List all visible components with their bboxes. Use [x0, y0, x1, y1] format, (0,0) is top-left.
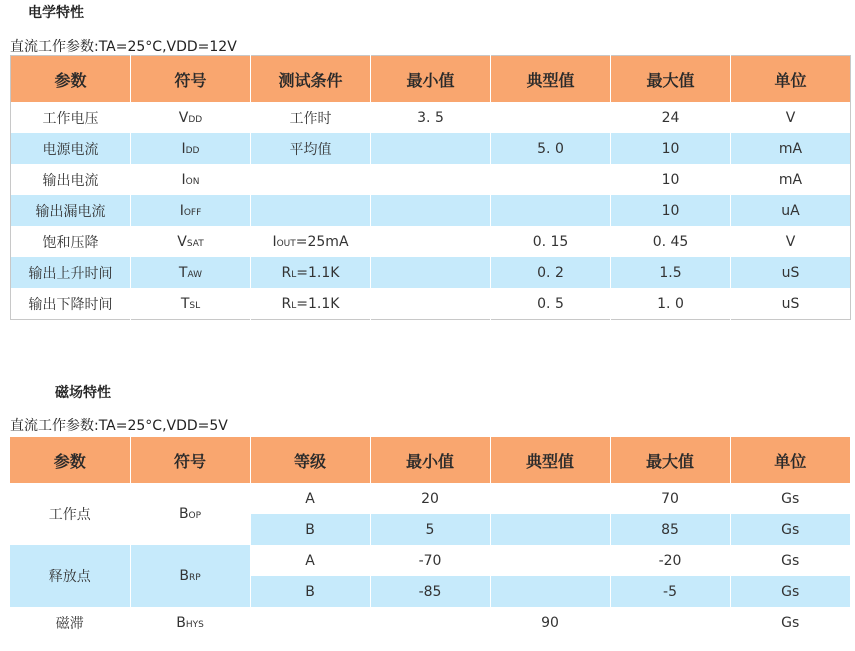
symbol-sub: HYS: [185, 619, 204, 630]
cell-typ: [490, 483, 610, 514]
cell-condition: [251, 102, 371, 133]
cell-param: 输出电流: [11, 164, 131, 195]
cell-max: 70: [610, 483, 730, 514]
cell-max: 1.5: [611, 257, 731, 288]
cell-unit: mA: [731, 164, 851, 195]
table-row: [10, 545, 850, 576]
cell-param: 释放点: [10, 545, 130, 607]
cell-symbol: [130, 483, 250, 545]
condition-sub: L: [291, 269, 297, 280]
table-row: [11, 195, 851, 226]
symbol-main: V: [177, 233, 187, 250]
cell-unit: Gs: [730, 607, 850, 638]
cell-min: [371, 133, 491, 164]
header-condition: 测试条件: [251, 56, 371, 103]
header-max: 最大值: [611, 56, 731, 103]
electrical-header-row: [11, 56, 851, 103]
cell-max: -5: [610, 576, 730, 607]
symbol-sub: ON: [185, 176, 200, 187]
magnetic-section-title: 磁场特性: [55, 385, 111, 401]
table-row: [11, 226, 851, 257]
condition-main: 平均值: [289, 141, 332, 158]
cell-symbol: [131, 288, 251, 320]
condition-main: I: [272, 233, 277, 250]
cell-symbol: [130, 545, 250, 607]
cell-max: 10: [611, 195, 731, 226]
symbol-main: V: [178, 109, 189, 126]
cell-grade: A: [250, 483, 370, 514]
cell-symbol: [131, 226, 251, 257]
table-row: [11, 102, 851, 133]
cell-min: [371, 288, 491, 320]
symbol-sub: SL: [189, 300, 201, 311]
electrical-table: [10, 55, 851, 320]
cell-max: -20: [610, 545, 730, 576]
cell-condition: [251, 226, 371, 257]
cell-typ: 0. 15: [491, 226, 611, 257]
cell-unit: Gs: [730, 514, 850, 545]
cell-unit: Gs: [730, 483, 850, 514]
cell-unit: uS: [731, 257, 851, 288]
cell-condition: [251, 288, 371, 320]
cell-unit: mA: [731, 133, 851, 164]
header-param: 参数: [10, 437, 130, 483]
cell-typ: 0. 2: [491, 257, 611, 288]
cell-condition: [251, 133, 371, 164]
cell-max: 1. 0: [611, 288, 731, 320]
symbol-sub: DD: [185, 145, 200, 156]
cell-min: [371, 257, 491, 288]
cell-param: 输出下降时间: [11, 288, 131, 320]
symbol-main: T: [180, 295, 190, 312]
header-grade: 等级: [250, 437, 370, 483]
header-param: 参数: [11, 56, 131, 103]
cell-max: 10: [611, 164, 731, 195]
table-row: [11, 288, 851, 320]
cell-min: -85: [370, 576, 490, 607]
cell-typ: 90: [490, 607, 610, 638]
cell-min: 5: [370, 514, 490, 545]
cell-param: 工作点: [10, 483, 130, 545]
condition-main: 工作时: [289, 110, 332, 127]
header-unit: 单位: [730, 437, 850, 483]
cell-grade: [250, 607, 370, 638]
symbol-main: B: [178, 506, 189, 522]
cell-unit: V: [731, 102, 851, 133]
symbol-main: B: [179, 568, 189, 584]
cell-min: -70: [370, 545, 490, 576]
cell-symbol: [131, 195, 251, 226]
cell-min: [370, 607, 490, 638]
cell-typ: [490, 576, 610, 607]
cell-typ: [491, 164, 611, 195]
symbol-main: I: [181, 140, 186, 157]
cell-max: [610, 607, 730, 638]
header-min: 最小值: [371, 56, 491, 103]
condition-sub: L: [291, 300, 297, 311]
condition-tail: =1.1K: [296, 264, 340, 281]
cell-symbol: [131, 257, 251, 288]
cell-unit: uA: [731, 195, 851, 226]
cell-max: 0. 45: [611, 226, 731, 257]
cell-typ: [490, 514, 610, 545]
table-row: [10, 607, 850, 638]
condition-sub: OUT: [276, 238, 296, 249]
condition-tail: =25mA: [295, 233, 349, 250]
cell-condition: [251, 195, 371, 226]
cell-symbol: [131, 133, 251, 164]
cell-param: 输出漏电流: [11, 195, 131, 226]
cell-param: 工作电压: [11, 102, 131, 133]
table-row: [10, 483, 850, 514]
cell-min: 20: [370, 483, 490, 514]
cell-unit: Gs: [730, 545, 850, 576]
cell-symbol: [131, 164, 251, 195]
header-min: 最小值: [370, 437, 490, 483]
cell-max: 24: [611, 102, 731, 133]
magnetic-header-row: [10, 437, 850, 483]
cell-param: 电源电流: [11, 133, 131, 164]
symbol-sub: OP: [188, 511, 202, 521]
symbol-sub: SAT: [186, 238, 204, 249]
header-typ: 典型值: [491, 56, 611, 103]
cell-typ: [491, 195, 611, 226]
header-max: 最大值: [610, 437, 730, 483]
cell-max: 85: [610, 514, 730, 545]
cell-condition: [251, 164, 371, 195]
table-row: [11, 133, 851, 164]
cell-param: 输出上升时间: [11, 257, 131, 288]
header-symbol: 符号: [131, 56, 251, 103]
cell-min: [371, 195, 491, 226]
cell-symbol: [131, 102, 251, 133]
cell-symbol: [130, 607, 250, 638]
condition-main: R: [281, 295, 292, 312]
cell-grade: A: [250, 545, 370, 576]
symbol-sub: RP: [188, 573, 201, 583]
header-symbol: 符号: [130, 437, 250, 483]
cell-min: [371, 226, 491, 257]
table-row: [11, 164, 851, 195]
cell-grade: B: [250, 576, 370, 607]
cell-unit: V: [731, 226, 851, 257]
cell-condition: [251, 257, 371, 288]
symbol-sub: OFF: [183, 207, 202, 218]
electrical-condition: 直流工作参数:TA=25°C,VDD=12V: [10, 39, 237, 55]
symbol-main: I: [179, 202, 184, 219]
header-unit: 单位: [731, 56, 851, 103]
electrical-section-title: 电学特性: [28, 5, 84, 21]
magnetic-table: [10, 437, 850, 638]
cell-typ: [490, 545, 610, 576]
cell-typ: [491, 102, 611, 133]
condition-tail: =1.1K: [296, 295, 340, 312]
header-typ: 典型值: [490, 437, 610, 483]
cell-grade: B: [250, 514, 370, 545]
table-row: [11, 257, 851, 288]
cell-param: 磁滞: [10, 607, 130, 638]
symbol-sub: AW: [187, 269, 203, 280]
cell-typ: 5. 0: [491, 133, 611, 164]
cell-unit: Gs: [730, 576, 850, 607]
cell-typ: 0. 5: [491, 288, 611, 320]
symbol-sub: DD: [188, 114, 203, 125]
cell-min: 3. 5: [371, 102, 491, 133]
symbol-main: I: [181, 171, 186, 188]
magnetic-condition: 直流工作参数:TA=25°C,VDD=5V: [10, 418, 228, 434]
cell-unit: uS: [731, 288, 851, 320]
cell-min: [371, 164, 491, 195]
condition-main: R: [281, 264, 292, 281]
cell-param: 饱和压降: [11, 226, 131, 257]
symbol-main: B: [176, 614, 186, 631]
cell-max: 10: [611, 133, 731, 164]
symbol-main: T: [178, 264, 188, 281]
